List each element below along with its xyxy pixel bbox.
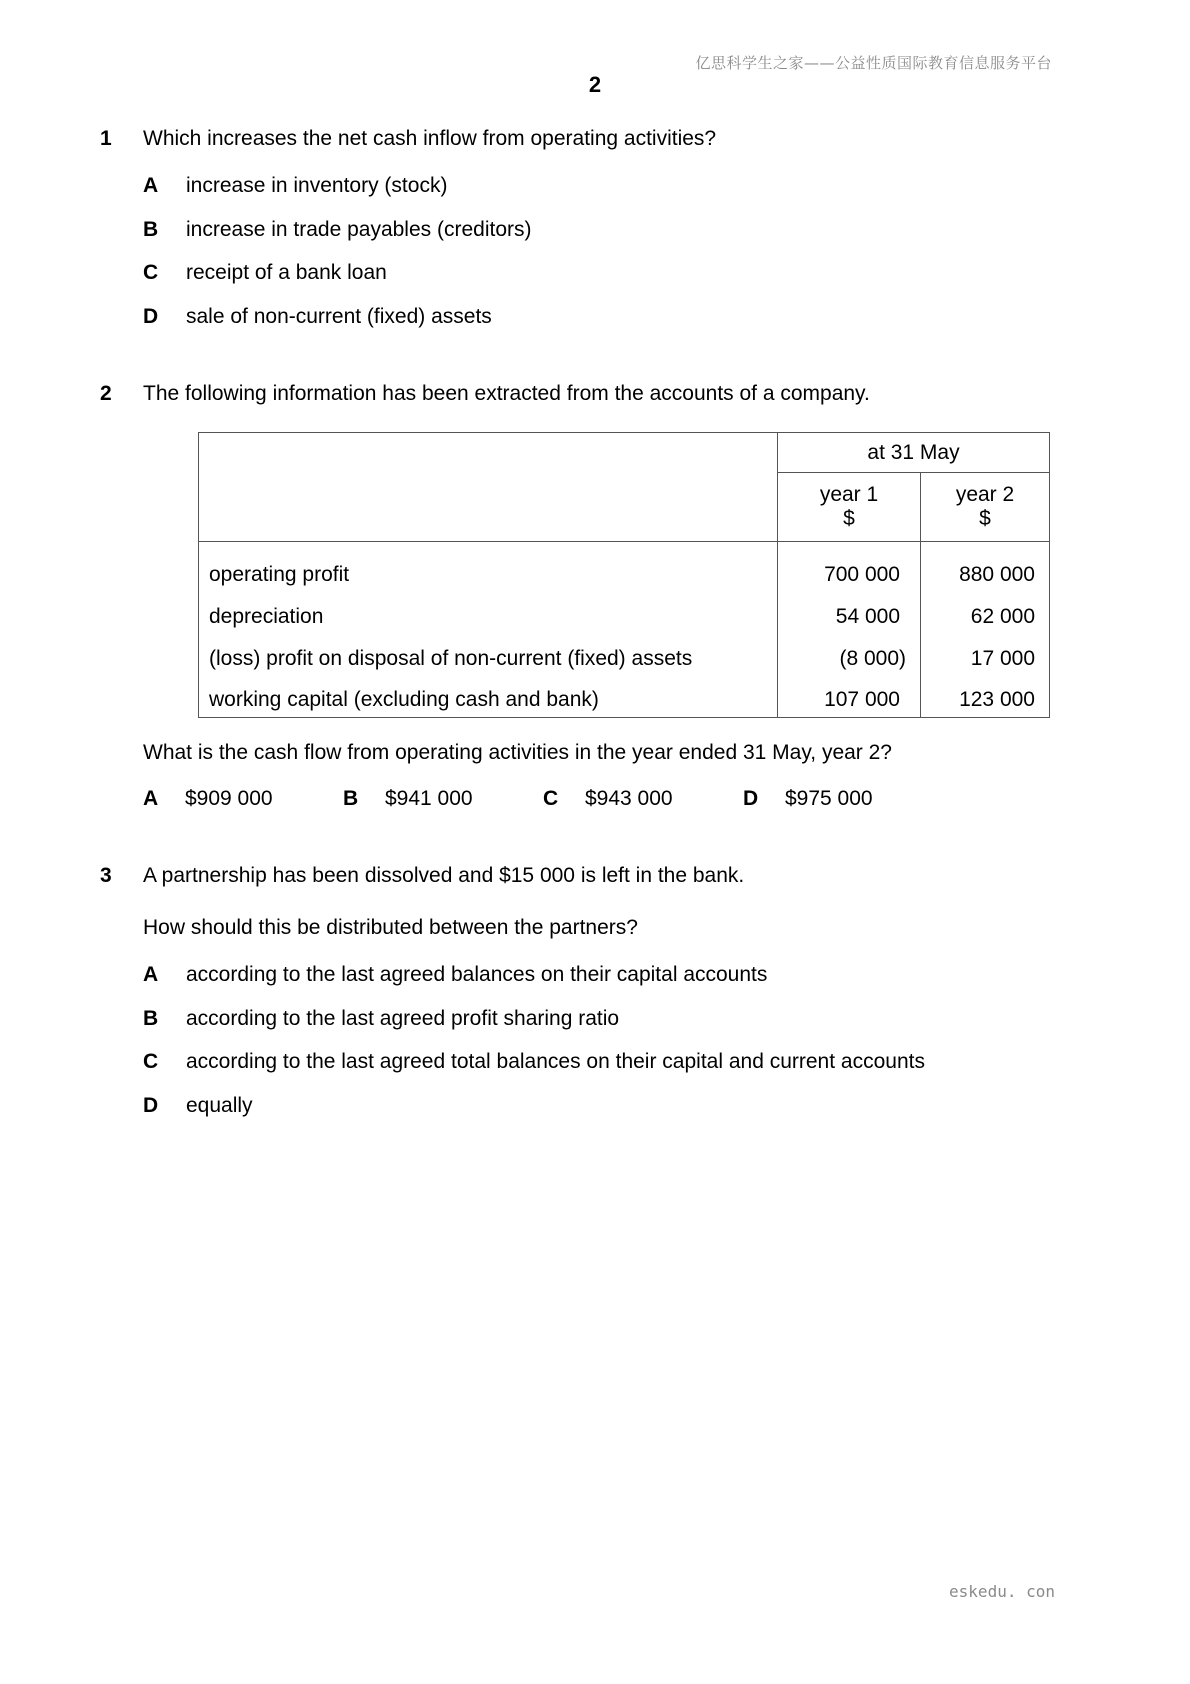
row-label: operating profit xyxy=(199,542,778,592)
question-text: A partnership has been dissolved and $15 000 is left in the bank. xyxy=(143,864,745,887)
question-number: 3 xyxy=(100,864,112,887)
header-watermark: 亿思科学生之家——公益性质国际教育信息服务平台 xyxy=(695,54,1052,72)
column-header-unit: $ xyxy=(843,507,855,530)
option-text: increase in inventory (stock) xyxy=(186,174,448,197)
option-text: receipt of a bank loan xyxy=(186,261,387,284)
column-header-unit: $ xyxy=(979,507,991,530)
option-text: sale of non-current (fixed) assets xyxy=(186,305,492,328)
option-letter: C xyxy=(543,787,559,810)
question-number: 2 xyxy=(100,382,112,405)
option-letter: B xyxy=(343,787,359,810)
accounts-table xyxy=(198,432,1050,718)
option-b xyxy=(343,787,473,811)
column-header-year1 xyxy=(778,473,921,542)
option-letter: A xyxy=(143,174,159,197)
column-header-year2 xyxy=(921,473,1050,542)
cell-year2: 880 000 xyxy=(921,542,1050,592)
option-c xyxy=(543,787,673,811)
cell-year1: (8 000) xyxy=(778,634,921,676)
table-group-header: at 31 May xyxy=(778,433,1050,473)
option-text: $909 000 xyxy=(185,787,273,810)
option-a xyxy=(143,787,273,811)
option-letter: C xyxy=(143,1050,159,1073)
option-text: according to the last agreed total balances on their capital and current accounts xyxy=(186,1050,925,1073)
table-row xyxy=(199,542,1050,592)
question-number: 1 xyxy=(100,127,112,150)
cell-year2: 17 000 xyxy=(921,634,1050,676)
option-text: $943 000 xyxy=(585,787,673,810)
question-text: Which increases the net cash inflow from operating activities? xyxy=(143,127,717,150)
option-text: $941 000 xyxy=(385,787,473,810)
option-letter: B xyxy=(143,1007,159,1030)
option-letter: B xyxy=(143,218,159,241)
option-text: according to the last agreed profit sharing ratio xyxy=(186,1007,620,1030)
option-letter: A xyxy=(143,787,159,810)
cell-year1: 700 000 xyxy=(778,542,921,592)
question-text: The following information has been extracted from the accounts of a company. xyxy=(143,382,870,405)
option-letter: A xyxy=(143,963,159,986)
row-label: depreciation xyxy=(199,592,778,634)
cell-year2: 123 000 xyxy=(921,676,1050,718)
page-number: 2 xyxy=(588,72,602,97)
cell-year1: 54 000 xyxy=(778,592,921,634)
option-letter: D xyxy=(143,305,159,328)
cell-year1: 107 000 xyxy=(778,676,921,718)
question-prompt: What is the cash flow from operating activities in the year ended 31 May, year 2? xyxy=(143,741,892,764)
option-text: $975 000 xyxy=(785,787,873,810)
row-label: (loss) profit on disposal of non-current (fixed) assets xyxy=(199,634,778,676)
table-corner xyxy=(199,433,778,542)
column-header-label: year 1 xyxy=(819,483,879,506)
cell-year2: 62 000 xyxy=(921,592,1050,634)
option-text: equally xyxy=(186,1094,253,1117)
question-prompt: How should this be distributed between the partners? xyxy=(143,916,638,939)
row-label: working capital (excluding cash and bank) xyxy=(199,676,778,718)
table-row xyxy=(199,592,1050,634)
option-letter: D xyxy=(143,1094,159,1117)
table-row xyxy=(199,634,1050,676)
option-d xyxy=(743,787,873,811)
option-letter: D xyxy=(743,787,759,810)
footer-watermark: eskedu. con xyxy=(949,1582,1055,1601)
option-letter: C xyxy=(143,261,159,284)
option-text: according to the last agreed balances on their capital accounts xyxy=(186,963,768,986)
option-text: increase in trade payables (creditors) xyxy=(186,218,532,241)
column-header-label: year 2 xyxy=(955,483,1015,506)
table-row xyxy=(199,676,1050,718)
